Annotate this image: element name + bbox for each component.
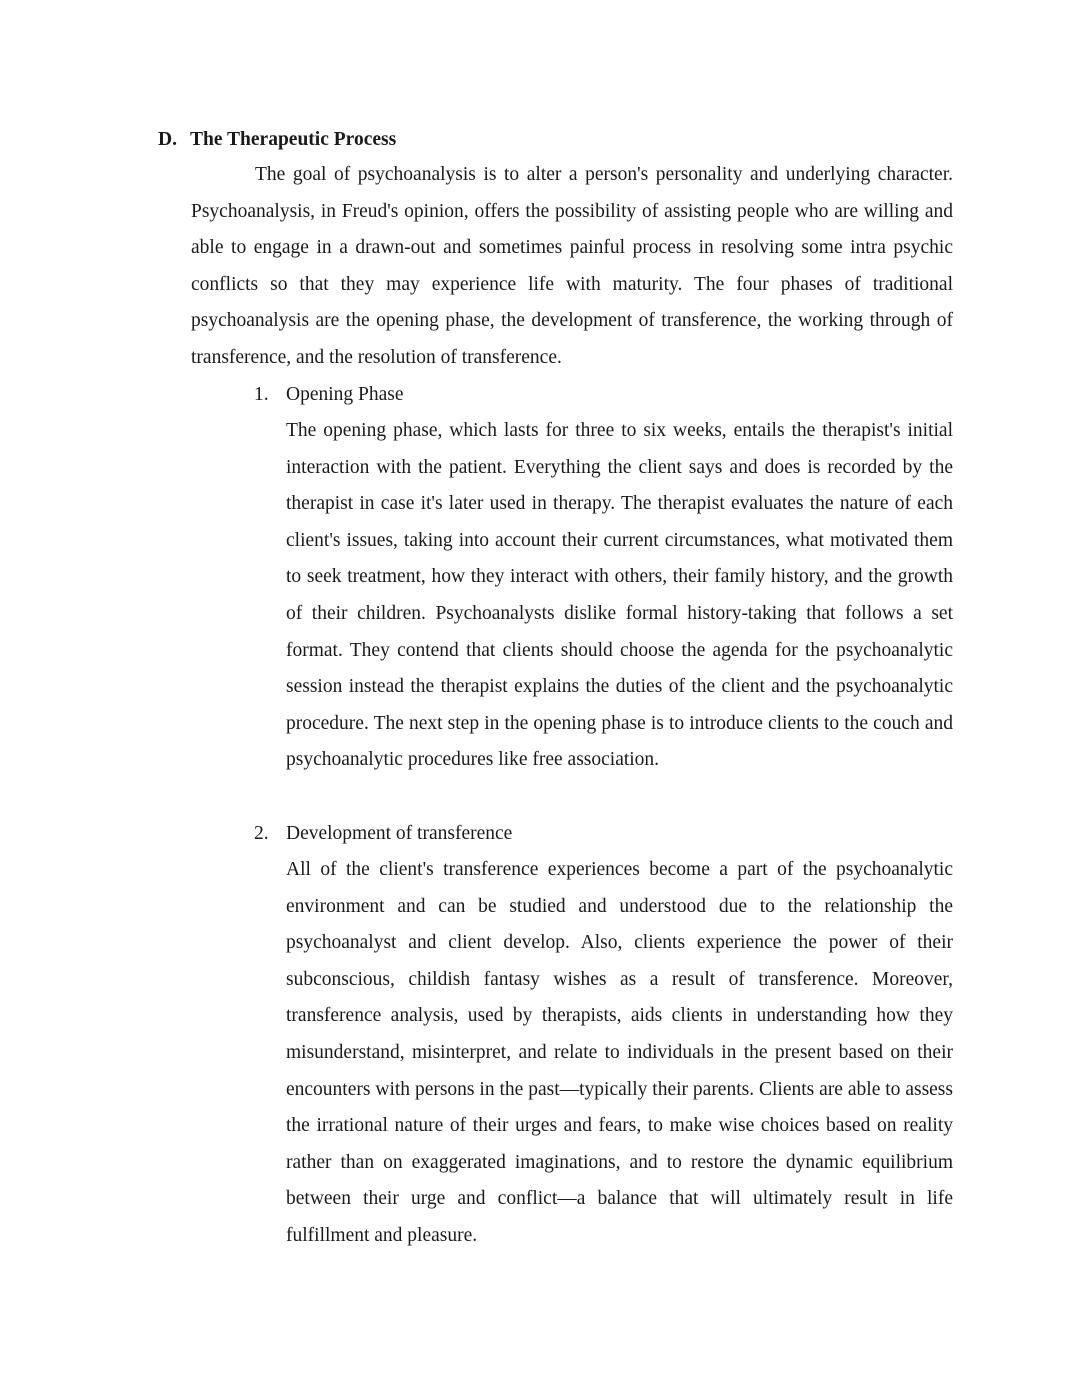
section-letter: D. bbox=[158, 129, 177, 150]
section-heading bbox=[158, 127, 396, 153]
section-title: The Therapeutic Process bbox=[190, 129, 397, 150]
subsection-number: 2. bbox=[254, 823, 269, 844]
subsection-heading-development-of-transference bbox=[254, 821, 512, 847]
subsection-number: 1. bbox=[254, 384, 269, 405]
opening-phase-paragraph: The opening phase, which lasts for three to six weeks, entails the therapist's initial interaction with the patient. Everything the client says and does is recorded by the therapist in case it's later used in therapy. The therapist evaluates the nature of each client's issues, taking into account their current circumstances, what motivated them to seek treatment, how they interact with others, their family history, and the growth of their children. Psychoanalysts dislike formal history-taking that follows a set format. They contend that clients should choose the agenda for the psychoanalytic session instead the therapist explains the duties of the client and the psychoanalytic procedure. The next step in the opening phase is to introduce clients to the couch and psychoanalytic procedures like free association. bbox=[286, 420, 953, 771]
subsection-title: Development of transference bbox=[286, 823, 513, 844]
development-of-transference-paragraph: All of the client's transference experiences become a part of the psychoanalytic environment and can be studied and understood due to the relationship the psychoanalyst and client develop. Also, clients experience the power of their subconscious, childish fantasy wishes as a result of transference. Moreover, transference analysis, used by therapists, aids clients in understanding how they misunderstand, misinterpret, and relate to individuals in the present based on their encounters with persons in the past—typically their parents. Clients are able to assess the irrational nature of their urges and fears, to make wise choices based on reality rather than on exaggerated imaginations, and to restore the dynamic equilibrium between their urge and conflict—a balance that will ultimately result in life fulfillment and pleasure. bbox=[286, 859, 953, 1246]
subsection-heading-opening-phase bbox=[254, 382, 404, 408]
subsection-title: Opening Phase bbox=[286, 384, 404, 405]
intro-paragraph: The goal of psychoanalysis is to alter a person's personality and underlying character. Psychoanalysis, in Freud's opinion, offers the possibility of assisting people who are willing and able to engage in a drawn-out and sometimes painful process in resolving some intra psychic conflicts so that they may experience life with maturity. The four phases of traditional psychoanalysis are the opening phase, the development of transference, the working through of transference, and the resolution of transference. bbox=[191, 164, 953, 368]
